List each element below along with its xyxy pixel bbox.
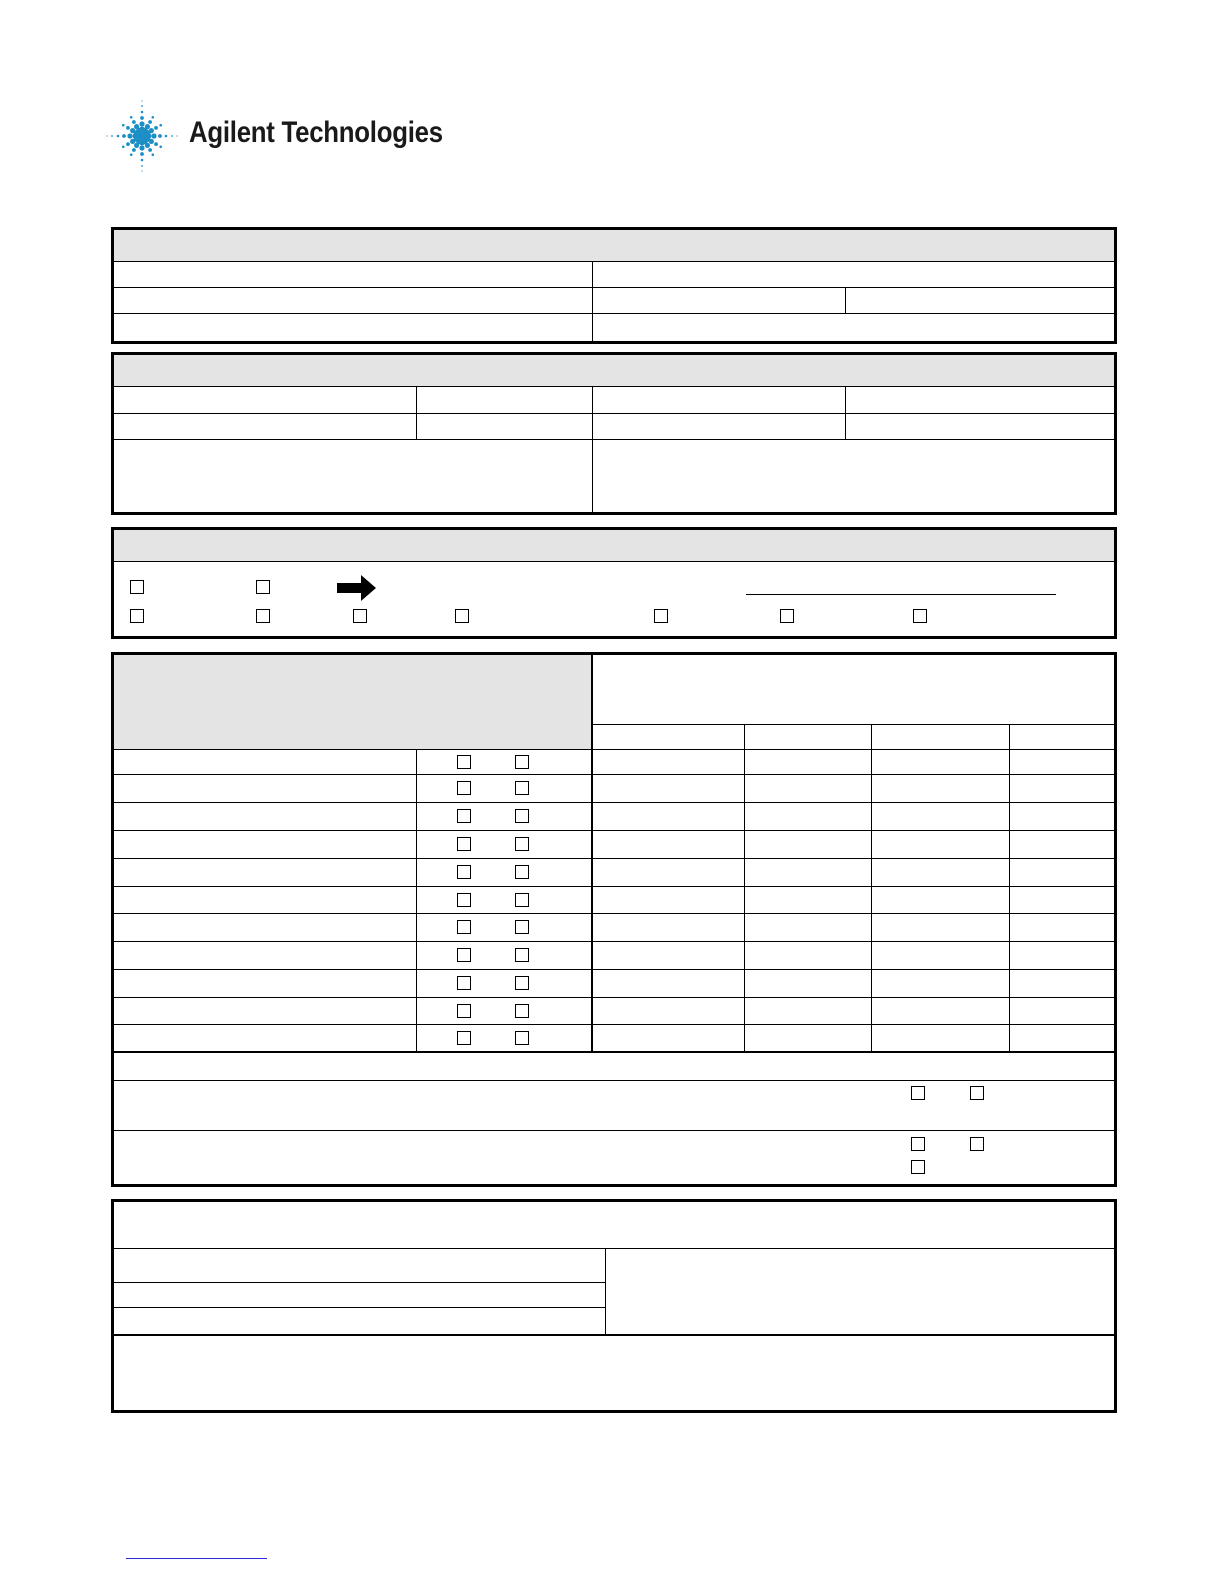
- section-4-checkbox[interactable]: [457, 809, 471, 823]
- section-2-field-4[interactable]: [846, 387, 1114, 413]
- section-2-field-8[interactable]: [846, 414, 1114, 439]
- section-4-checkbox[interactable]: [515, 893, 529, 907]
- section-1-field-6[interactable]: [114, 314, 592, 341]
- section-4-checkbox[interactable]: [457, 755, 471, 769]
- section-1-field-2[interactable]: [593, 262, 1114, 287]
- section-3-header: [114, 530, 1114, 561]
- brand-name: Agilent Technologies: [189, 116, 443, 149]
- section-4-row-label-cell[interactable]: [114, 970, 416, 997]
- section-4-checkbox[interactable]: [457, 837, 471, 851]
- section-3-fill-line[interactable]: [746, 594, 1056, 595]
- section-4-checkbox[interactable]: [457, 865, 471, 879]
- section-2-field-5[interactable]: [114, 414, 416, 439]
- section-4-checkbox[interactable]: [457, 948, 471, 962]
- section-3-checkbox[interactable]: [256, 609, 270, 623]
- section-2-field-7[interactable]: [593, 414, 845, 439]
- section-4-row-label-cell[interactable]: [114, 859, 416, 886]
- section-2-header: [114, 355, 1114, 386]
- section-2-field-3[interactable]: [593, 387, 845, 413]
- section-4-row-label-cell[interactable]: [114, 831, 416, 858]
- section-3-checkbox[interactable]: [130, 580, 144, 594]
- section-2-textarea-left[interactable]: [114, 440, 592, 512]
- footer-link[interactable]: [126, 1558, 267, 1559]
- section-1-field-4[interactable]: [593, 288, 845, 313]
- section-1-field-1[interactable]: [114, 262, 592, 287]
- section-4-checkbox[interactable]: [457, 781, 471, 795]
- section-5-field-right[interactable]: [606, 1249, 1114, 1334]
- section-1-field-7[interactable]: [593, 314, 1114, 341]
- section-3-checkbox[interactable]: [353, 609, 367, 623]
- section-4-checkbox[interactable]: [515, 755, 529, 769]
- section-4-checkbox[interactable]: [515, 809, 529, 823]
- section-4-checkbox[interactable]: [515, 1031, 529, 1045]
- section-2-field-6[interactable]: [417, 414, 592, 439]
- section-4-checkbox[interactable]: [515, 948, 529, 962]
- section-4-checkbox[interactable]: [457, 893, 471, 907]
- section-4-checkbox[interactable]: [911, 1160, 925, 1174]
- right-arrow-icon: [337, 575, 377, 601]
- section-4-row-label-cell[interactable]: [114, 803, 416, 830]
- section-3-checkbox[interactable]: [654, 609, 668, 623]
- section-4-row-label-cell[interactable]: [114, 942, 416, 969]
- section-4-checkbox[interactable]: [457, 920, 471, 934]
- section-4-row-label-cell[interactable]: [114, 887, 416, 913]
- section-4-header-left: [114, 655, 591, 749]
- section-4-checkbox[interactable]: [515, 837, 529, 851]
- section-4-checkbox[interactable]: [970, 1137, 984, 1151]
- section-4-checkbox[interactable]: [970, 1086, 984, 1100]
- section-4-checkbox[interactable]: [911, 1086, 925, 1100]
- section-3-checkbox[interactable]: [256, 580, 270, 594]
- section-5-comments[interactable]: [114, 1336, 1114, 1410]
- section-4-checkbox[interactable]: [515, 920, 529, 934]
- section-3-checkbox[interactable]: [913, 609, 927, 623]
- section-4-checkbox[interactable]: [515, 865, 529, 879]
- section-2-field-1[interactable]: [114, 387, 416, 413]
- section-5-field-2[interactable]: [114, 1283, 605, 1307]
- section-3-checkbox[interactable]: [130, 609, 144, 623]
- section-4-row-label-cell[interactable]: [114, 998, 416, 1024]
- section-4-checkbox[interactable]: [457, 1031, 471, 1045]
- section-4-checkbox[interactable]: [515, 976, 529, 990]
- section-4-checkbox[interactable]: [457, 1004, 471, 1018]
- section-2-textarea-right[interactable]: [593, 440, 1114, 512]
- section-5-field-3[interactable]: [114, 1308, 605, 1334]
- section-3-checkbox[interactable]: [455, 609, 469, 623]
- section-1-field-3[interactable]: [114, 288, 592, 313]
- section-4-checkbox[interactable]: [515, 781, 529, 795]
- section-1-field-5[interactable]: [846, 288, 1114, 313]
- section-5-field-1[interactable]: [114, 1249, 605, 1282]
- agilent-spark-icon: [104, 98, 180, 174]
- section-4-checkbox[interactable]: [515, 1004, 529, 1018]
- section-2-field-2[interactable]: [417, 387, 592, 413]
- section-4-row-label-cell[interactable]: [114, 775, 416, 802]
- section-4-row-label-cell[interactable]: [114, 1025, 416, 1051]
- section-4-row-label-cell[interactable]: [114, 750, 416, 774]
- section-1-header: [114, 230, 1114, 261]
- section-4-checkbox[interactable]: [457, 976, 471, 990]
- section-4-row-label-cell[interactable]: [114, 914, 416, 941]
- section-4-checkbox[interactable]: [911, 1137, 925, 1151]
- section-3-checkbox[interactable]: [780, 609, 794, 623]
- section-4-footer-row[interactable]: [114, 1053, 1114, 1080]
